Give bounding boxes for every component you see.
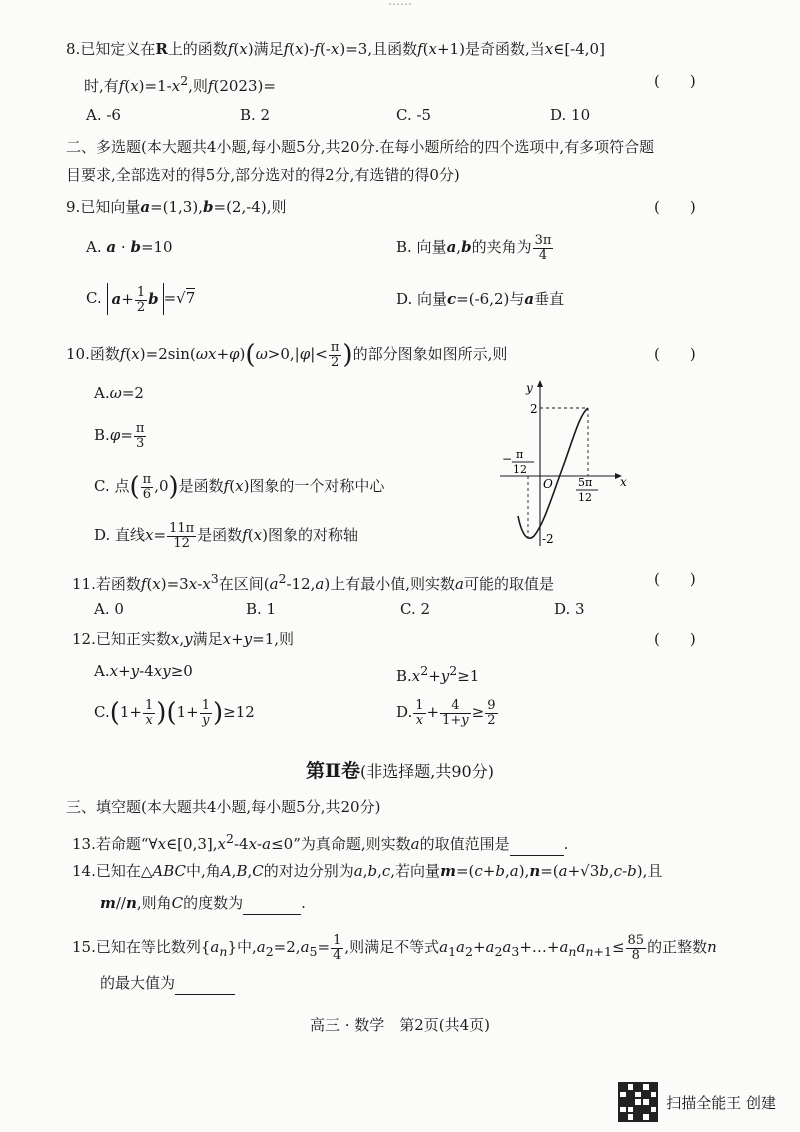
section-2-heading: 第Ⅱ卷(非选择题,共90分) [306,760,494,782]
question-15-line1: 15.已知在等比数列$\{a_n\}$中$,a_2=2,a_5=$ $\frac{1}{4}$ ,则满足不等式$a_1a_2+a_2a_3+\dots+a_na_{n+1}\le$ $\frac{85}{8}$ 的正整数n [72,932,717,963]
q12-option-c: C.(1+ $\frac{1}{x}$ )(1+ $\frac{1}{y}$ )≥12 [94,697,255,728]
q12-option-a: A.x+y-4xy≥0 [94,662,193,680]
y-axis-label: y [526,381,533,395]
q10-option-c: C. 点( $\frac{\pi}{6}$ ,0)是函数f(x)图象的一个对称中心 [94,471,385,502]
question-8-line1: 8.已知定义在R上的函数f(x)满足f(x)-f(-x)=3,且函数f(x+1)是奇函数,当x∈[-4,0] [66,40,605,58]
q11-option-b: B. 1 [246,600,277,618]
min-tick-label: -2 [542,532,554,546]
question-10: 10.函数f(x)=2sin(ωx+φ)(ω>0,|φ|< $\frac{\pi}{2}$ )的部分图象如图所示,则 [66,339,508,370]
answer-paren-11: ( ) [654,570,696,588]
question-8-line2: 时,有$f(x)=1-x^2$,则f(2023)= [84,73,276,95]
q9-option-a: A. a · b=10 [86,238,173,256]
q9-option-d: D. 向量c=(-6,2)与a垂直 [396,290,565,308]
question-11: 11.若函数$f(x)=3x-x^3$在区间$(a^2-12,a)$上有最小值,则实数a可能的取值是 [72,571,554,593]
q9-option-b: B. 向量a,b的夹角为 $\frac{3\pi}{4}$ [396,233,552,263]
q8-option-a: A. -6 [86,106,121,124]
scanner-watermark [618,1082,776,1122]
q10-option-d: D. 直线x= $\frac{11\pi}{12}$ 是函数f(x)图象的对称轴 [94,521,358,551]
q8-option-d: D. 10 [550,106,591,124]
question-14-line2: m//n,则角C的度数为 . [100,892,306,915]
page-footer: 高三 · 数学 第2页(共4页) [309,1016,491,1034]
q9-option-c: C. a+ $\frac{1}{2}$ b =√7 [86,284,196,315]
q11-option-a: A. 0 [94,600,124,618]
left-tick-num: π [516,448,524,461]
max-tick-label: 2 [530,402,538,416]
q10-option-b: B.φ= $\frac{\pi}{3}$ [94,421,145,451]
answer-blank-13[interactable] [510,833,564,856]
question-12: 12.已知正实数x,y满足x+y=1,则 [72,630,295,648]
section-multi-choice-title-2: 目要求,全部选对的得5分,部分选对的得2分,有选错的得0分) [66,166,460,184]
question-15-line2: 的最大值为 [100,972,235,995]
left-tick-minus: − [502,452,513,466]
question-14-line1: 14.已知在△ABC中,角A,B,C的对边分别为a,b,c,若向量m=(c+b,a),n=(a+√3b,c-b),且 [72,862,663,880]
answer-paren-8: ( ) [654,72,696,90]
q8-option-b: B. 2 [240,106,271,124]
answer-paren-9: ( ) [654,198,696,216]
q10-option-a: A.ω=2 [94,384,144,402]
q11-option-c: C. 2 [400,600,431,618]
q12-option-b: $B.x^2+y^2\ge 1$ [396,663,480,685]
y-arrow-icon [537,380,543,387]
qr-code-icon [618,1082,658,1122]
origin-label: O [543,477,553,491]
q8-option-c: C. -5 [396,106,432,124]
watermark-text: 扫描全能王 创建 [666,1093,776,1112]
question-9: 9.已知向量a=(1,3),b=(2,-4),则 [66,198,287,216]
question-13: 13.若命题“$\forall x\in[0,3],x^2-4x-a\le 0$”为真命题,则实数a的取值范围是 . [72,828,568,856]
answer-blank-14[interactable] [243,892,301,915]
q11-option-d: D. 3 [554,600,585,618]
answer-paren-10: ( ) [654,345,696,363]
top-mark: …… [388,0,412,8]
sine-curve [518,408,588,538]
right-tick-num: 5π [578,476,593,489]
section-multi-choice-title: 二、多选题(本大题共4小题,每小题5分,共20分.在每小题所给的四个选项中,有多项符合题 [66,138,655,156]
answer-blank-15[interactable] [175,972,235,995]
x-axis-label: x [620,475,627,489]
section-fill-blank-title: 三、填空题(本大题共4小题,每小题5分,共20分) [66,798,381,816]
q12-option-d: D. $\frac{1}{x}$ + $\frac{4}{1+y}$ ≥ $\frac{9}{2}$ [396,697,496,728]
right-tick-den: 12 [578,491,592,504]
sine-graph [500,378,630,548]
left-tick-den: 12 [513,463,527,476]
answer-paren-12: ( ) [654,630,696,648]
